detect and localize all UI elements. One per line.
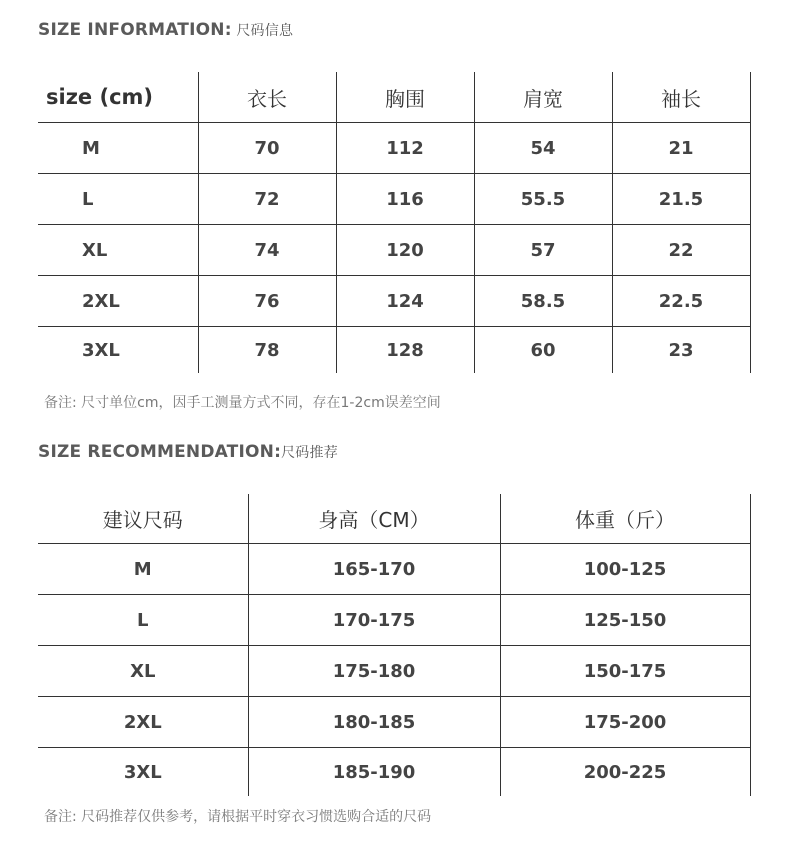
column-header-sleeve: 袖长 bbox=[612, 72, 750, 123]
shoulder-cell: 57 bbox=[474, 225, 612, 276]
length-cell: 70 bbox=[198, 123, 336, 174]
table-header-row bbox=[38, 72, 750, 123]
table-row bbox=[38, 748, 750, 797]
column-header-chest: 胸围 bbox=[336, 72, 474, 123]
column-header-shoulder: 肩宽 bbox=[474, 72, 612, 123]
length-cell: 78 bbox=[198, 327, 336, 374]
weight-cell: 100-125 bbox=[500, 544, 750, 595]
size-information-title-zh: 尺码信息 bbox=[231, 23, 294, 39]
table-header-row bbox=[38, 494, 750, 544]
length-cell: 74 bbox=[198, 225, 336, 276]
chest-cell: 128 bbox=[336, 327, 474, 374]
table-row bbox=[38, 697, 750, 748]
size-label: M bbox=[38, 123, 198, 174]
weight-cell: 150-175 bbox=[500, 646, 750, 697]
size-recommendation-table bbox=[38, 494, 751, 796]
shoulder-cell: 58.5 bbox=[474, 276, 612, 327]
size-recommendation-title-en: SIZE RECOMMENDATION: bbox=[38, 442, 282, 462]
weight-cell: 125-150 bbox=[500, 595, 750, 646]
size-recommendation-note: 备注: 尺码推荐仅供参考，请根据平时穿衣习惯选购合适的尺码 bbox=[44, 809, 432, 825]
height-cell: 170-175 bbox=[248, 595, 500, 646]
size-label: XL bbox=[38, 225, 198, 276]
column-header-suggested-size: 建议尺码 bbox=[38, 494, 248, 544]
size-recommendation-title-zh: 尺码推荐 bbox=[281, 445, 338, 461]
sleeve-cell: 21.5 bbox=[612, 174, 750, 225]
chest-cell: 120 bbox=[336, 225, 474, 276]
column-header-weight: 体重（斤） bbox=[500, 494, 750, 544]
size-information-title-en: SIZE INFORMATION: bbox=[38, 20, 232, 40]
height-cell: 185-190 bbox=[248, 748, 500, 797]
weight-cell: 200-225 bbox=[500, 748, 750, 797]
shoulder-cell: 60 bbox=[474, 327, 612, 374]
size-label: 3XL bbox=[123, 761, 162, 783]
size-label: 3XL bbox=[82, 339, 120, 361]
length-cell: 76 bbox=[198, 276, 336, 327]
size-information-table bbox=[38, 72, 751, 373]
table-row bbox=[38, 646, 750, 697]
column-header-size: size (cm) bbox=[38, 72, 198, 123]
table-row bbox=[38, 276, 750, 327]
size-label: 2XL bbox=[38, 697, 248, 748]
height-cell: 180-185 bbox=[248, 697, 500, 748]
table-row bbox=[38, 327, 750, 374]
size-label: XL bbox=[38, 646, 248, 697]
sleeve-cell: 22 bbox=[612, 225, 750, 276]
column-header-height: 身高（CM） bbox=[248, 494, 500, 544]
table-row bbox=[38, 123, 750, 174]
chest-cell: 116 bbox=[336, 174, 474, 225]
table-row bbox=[38, 174, 750, 225]
shoulder-cell: 54 bbox=[474, 123, 612, 174]
size-label: L bbox=[38, 595, 248, 646]
size-information-note: 备注: 尺寸单位cm，因手工测量方式不同，存在1-2cm误差空间 bbox=[44, 395, 441, 411]
height-cell: 165-170 bbox=[248, 544, 500, 595]
table-row bbox=[38, 595, 750, 646]
size-recommendation-title bbox=[38, 442, 338, 462]
table-row bbox=[38, 544, 750, 595]
sleeve-cell: 21 bbox=[612, 123, 750, 174]
chest-cell: 112 bbox=[336, 123, 474, 174]
size-information-title bbox=[38, 20, 293, 40]
height-cell: 175-180 bbox=[248, 646, 500, 697]
size-label: M bbox=[38, 544, 248, 595]
length-cell: 72 bbox=[198, 174, 336, 225]
size-label: L bbox=[38, 174, 198, 225]
shoulder-cell: 55.5 bbox=[474, 174, 612, 225]
size-label: 2XL bbox=[38, 276, 198, 327]
sleeve-cell: 23 bbox=[612, 327, 750, 374]
sleeve-cell: 22.5 bbox=[612, 276, 750, 327]
column-header-length: 衣长 bbox=[198, 72, 336, 123]
weight-cell: 175-200 bbox=[500, 697, 750, 748]
table-row bbox=[38, 225, 750, 276]
chest-cell: 124 bbox=[336, 276, 474, 327]
